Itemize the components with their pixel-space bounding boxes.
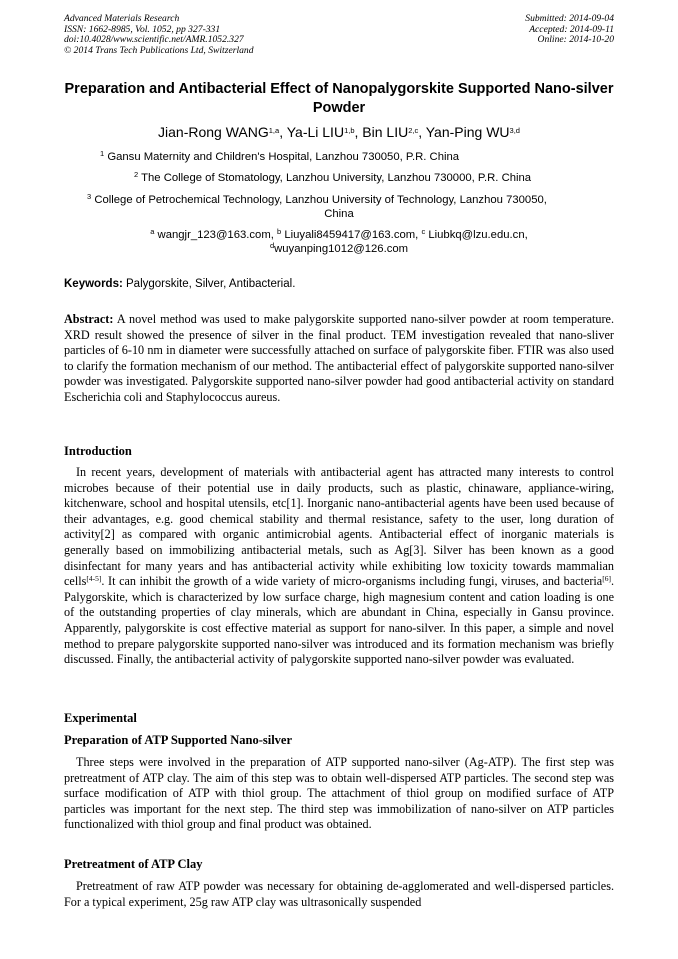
section-heading-introduction: Introduction (64, 444, 132, 458)
publication-dates (525, 14, 614, 46)
affiliation-3-cont: China (324, 208, 354, 220)
affiliation-2: $^2$ The College of Stomatology, Lanzhou University, Lanzhou 730000, P.R. China (134, 170, 532, 184)
online-date: Online: 2014-10-20 (537, 34, 614, 45)
section-heading-experimental: Experimental (64, 711, 137, 725)
keywords (64, 277, 614, 291)
preparation-paragraph: Three steps were involved in the preparation of ATP supported nano-silver (Ag-ATP). The first step was pretreatment of ATP clay. The aim of this step was to obtain well-dispersed ATP particles. The second step was surface modification of ATP with thiol group. The attachment of thiol group on modified surface of ATP particles was important for the next step. The third step was immobilization of nano-silver on ATP particles functionalized with thiol group and final product was obtained. (64, 755, 614, 832)
author-list: Jian-Rong WANG$^{1,a}$, Ya-Li LIU$^{1,b}$, Bin LIU$^{2,c}$, Yan-Ping WU$^{3,d}$ (158, 124, 520, 140)
email-line-1: $^a$ wangjr_123@163.com, $^b$ Liuyali8459417@163.com, $^c$ Liubkq@lzu.edu.cn, (150, 227, 528, 241)
paper-title: Preparation and Antibacterial Effect of Nanopalygorskite Supported Nano-silver Powder (64, 81, 614, 116)
keywords-label: Keywords: (64, 278, 123, 290)
accepted-date: Accepted: 2014-09-11 (529, 23, 614, 35)
journal-issn: ISSN: 1662-8985, Vol. 1052, pp 327-331 (64, 23, 221, 35)
affiliation-1: $^1$ Gansu Maternity and Children's Hospital, Lanzhou 730050, P.R. China (100, 149, 460, 163)
email-c: Liubkq@lzu.edu.cn, (428, 229, 528, 241)
citation: [6] (602, 574, 611, 584)
affiliation-3: $^3$ College of Petrochemical Technology, Lanzhou University of Technology, Lanzhou 730050, (87, 192, 547, 206)
author-name: Ya-Li LIU (286, 124, 345, 140)
author-sup: 3,d (509, 126, 520, 135)
pretreatment-paragraph: Pretreatment of raw ATP powder was necessary for obtaining de-agglomerated and well-dispersed particles. For a typical experiment, 25g raw ATP clay was ultrasonically suspended (64, 879, 614, 909)
email-a: wangjr_123@163.com, (157, 229, 274, 241)
citation: [4-5] (86, 574, 102, 584)
journal-copyright: © 2014 Trans Tech Publications Ltd, Switzerland (64, 44, 254, 56)
introduction-paragraph: In recent years, development of materials with antibacterial agent has attracted many interests to control microbes because of their potential use in daily products, such as plastic, chinaware, appliance-wiring, kitchenware, school and hospital utensils, etc[1]. Inorganic nano-antibacterial agents have been used because of their advantages, e.g. good chemical stability and thermal resistance, safety to the user, long duration of activity[2] as compared with organic antimicrobial agents. Antibacterial effect of inorganic materials is generally based on immobilizing antibacterial metals, such as Ag[3]. Silver has been known as a good disinfectant for many years and has antibacterial activity while exhibiting low toxicity towards mammalian cells[4-5]. It can inhibit the growth of a wide variety of micro-organisms including fungi, viruses, and bacteria[6]. Palygorskite, which is characterized by low surface charge, high magnesium content and cation loading is one of the outstanding properties of clay minerals, which are abundant in China, especially in Gansu province. Apparently, palygorskite is cost effective material as support for nano-silver. In this paper, a simple and novel method to prepare palygorskite supported nano-silver was introduced and its formation mechanism was briefly discussed. Finally, the antibacterial activity of palygorskite supported nano-silver powder was evaluated. (64, 465, 614, 667)
email-b: Liuyali8459417@163.com, (284, 229, 419, 241)
email-line-2: $^d$wuyanping1012@126.com (269, 241, 409, 255)
journal-name: Advanced Materials Research (64, 13, 180, 24)
author-name: Jian-Rong WANG (158, 124, 269, 140)
author-sup: 2,c (408, 126, 419, 135)
subsection-heading-preparation: Preparation of ATP Supported Nano-silver (64, 733, 293, 747)
keywords-text: Palygorskite, Silver, Antibacterial. (126, 278, 296, 290)
subsection-heading-pretreatment: Pretreatment of ATP Clay (64, 857, 203, 871)
abstract-text: A novel method was used to make palygorskite supported nano-silver powder at room temperature. XRD result showed the presence of silver in the final product. TEM investigation revealed that nano-sliver particles of 6-10 nm in diameter were successfully attached on surface of palygorskite fiber. FTIR was also used to clarify the formation mechanism of our method. The antibacterial effect of palygorskite supported nano-silver powder was investigated. Palygorskite supported nano-silver powder had good antibacterial activity on standard Escherichia coli and Staphylococcus aureus. (64, 312, 614, 404)
journal-doi: doi:10.4028/www.scientific.net/AMR.1052.327 (64, 34, 244, 45)
author-name: Yan-Ping WU (425, 124, 510, 140)
author-sup: 1,a (268, 126, 280, 135)
author-sup: 1,b (344, 126, 355, 135)
author-name: Bin LIU (362, 124, 409, 140)
abstract-label: Abstract: (64, 312, 114, 326)
submitted-date: Submitted: 2014-09-04 (525, 13, 614, 24)
abstract (64, 312, 614, 406)
journal-info (64, 14, 254, 56)
email-d: wuyanping1012@126.com (274, 243, 409, 255)
